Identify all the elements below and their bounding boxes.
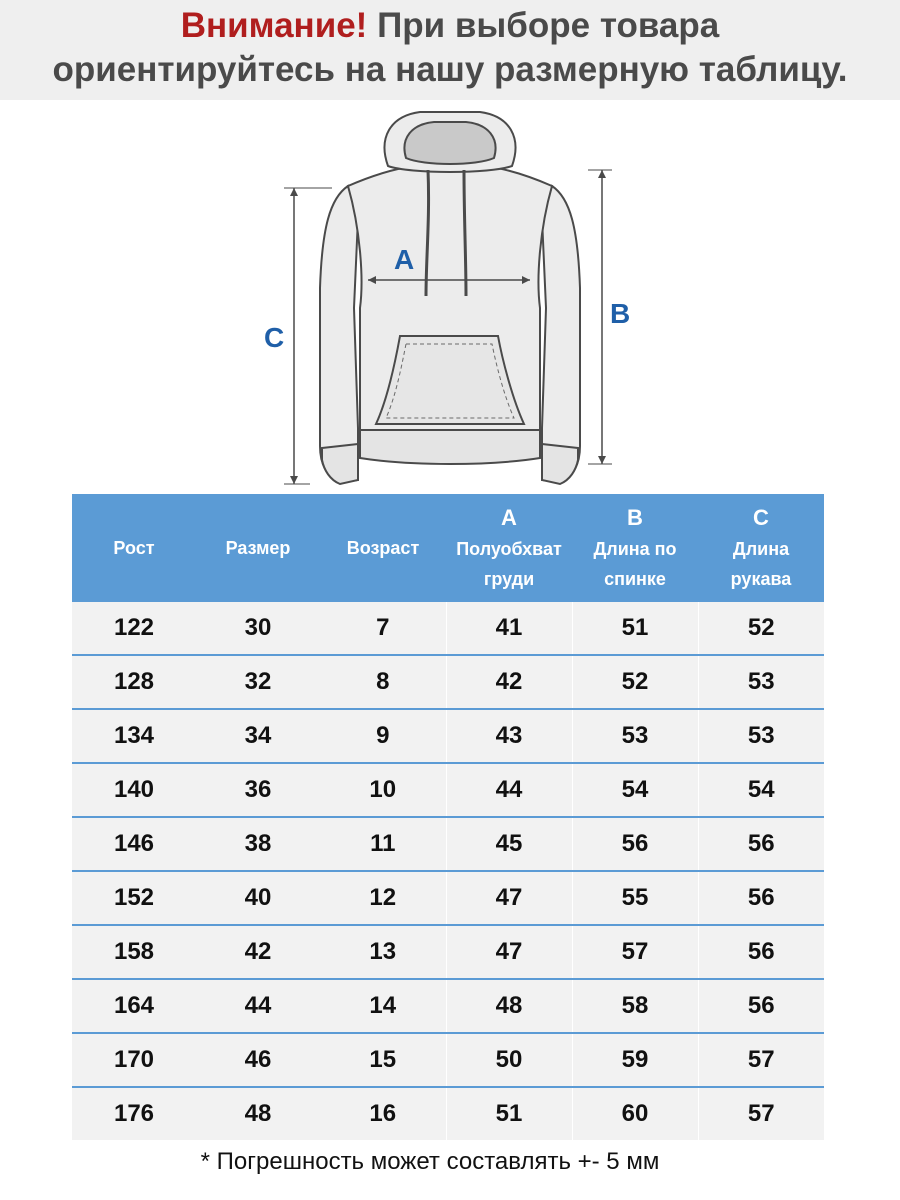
table-cell: 57 [698, 1087, 824, 1140]
table-row [72, 763, 824, 817]
table-cell: 56 [698, 925, 824, 979]
table-cell: 134 [72, 709, 196, 763]
table-cell: 52 [572, 655, 698, 709]
table-cell: 56 [572, 817, 698, 871]
hoodie-diagram [240, 108, 660, 492]
table-cell: 46 [196, 1033, 320, 1087]
table-cell: 58 [572, 979, 698, 1033]
table-row [72, 1087, 824, 1140]
column-header-label: Длина [732, 539, 790, 559]
column-header [572, 494, 698, 602]
column-header [72, 494, 196, 602]
table-cell: 53 [698, 655, 824, 709]
table-cell: 36 [196, 763, 320, 817]
table-header-row [72, 494, 824, 602]
table-cell: 53 [572, 709, 698, 763]
table-cell: 50 [446, 1033, 572, 1087]
table-cell: 47 [446, 871, 572, 925]
table-cell: 158 [72, 925, 196, 979]
warning-word: Внимание! [180, 6, 368, 45]
table-cell: 52 [698, 602, 824, 655]
size-table [72, 494, 824, 1140]
banner-line-2: ориентируйтесь на нашу размерную таблицу. [52, 50, 848, 89]
table-cell: 152 [72, 871, 196, 925]
table-cell: 41 [446, 602, 572, 655]
table-cell: 176 [72, 1087, 196, 1140]
table-cell: 9 [320, 709, 446, 763]
table-cell: 11 [320, 817, 446, 871]
column-header [320, 494, 446, 602]
table-cell: 59 [572, 1033, 698, 1087]
warning-banner [0, 0, 900, 100]
table-body [72, 602, 824, 1140]
column-header-label: рукава [730, 569, 792, 589]
table-row [72, 979, 824, 1033]
table-cell: 56 [698, 817, 824, 871]
table-cell: 8 [320, 655, 446, 709]
table-cell: 14 [320, 979, 446, 1033]
table-cell: 47 [446, 925, 572, 979]
table-row [72, 709, 824, 763]
table-cell: 12 [320, 871, 446, 925]
table-row [72, 655, 824, 709]
table-cell: 54 [572, 763, 698, 817]
table-cell: 32 [196, 655, 320, 709]
column-header-label: спинке [604, 569, 666, 589]
column-header-label: Длина по [593, 539, 677, 559]
banner-line-1 [0, 4, 900, 48]
table-cell: 146 [72, 817, 196, 871]
label-b: B [610, 298, 631, 329]
table-cell: 54 [698, 763, 824, 817]
banner-line-1-text: При выборе товара [367, 6, 720, 45]
left-cuff [322, 444, 358, 484]
table-cell: 122 [72, 602, 196, 655]
table-cell: 30 [196, 602, 320, 655]
hoodie-illustration [240, 108, 660, 492]
column-header [446, 494, 572, 602]
column-header-label: Рост [113, 538, 155, 558]
table-cell: 38 [196, 817, 320, 871]
table-cell: 56 [698, 871, 824, 925]
table-cell: 10 [320, 763, 446, 817]
table-row [72, 602, 824, 655]
table-cell: 44 [196, 979, 320, 1033]
table-cell: 55 [572, 871, 698, 925]
table-cell: 48 [196, 1087, 320, 1140]
table-cell: 44 [446, 763, 572, 817]
right-sleeve [542, 186, 580, 482]
table-cell: 42 [196, 925, 320, 979]
waistband [360, 430, 540, 464]
hood-inner [404, 122, 495, 164]
table-cell: 57 [698, 1033, 824, 1087]
table-cell: 45 [446, 817, 572, 871]
table-cell: 128 [72, 655, 196, 709]
left-sleeve [320, 186, 358, 482]
table-cell: 48 [446, 979, 572, 1033]
table-row [72, 871, 824, 925]
table-cell: 7 [320, 602, 446, 655]
table-cell: 13 [320, 925, 446, 979]
table-cell: 51 [572, 602, 698, 655]
table-cell: 15 [320, 1033, 446, 1087]
column-header [196, 494, 320, 602]
table-cell: 56 [698, 979, 824, 1033]
label-a: A [394, 244, 415, 275]
table-cell: 34 [196, 709, 320, 763]
table-row [72, 925, 824, 979]
table-row [72, 817, 824, 871]
column-header-label: Размер [225, 538, 291, 558]
column-header-label: Возраст [346, 538, 420, 558]
column-header-letter: C [753, 505, 769, 530]
table-cell: 16 [320, 1087, 446, 1140]
column-header-label: груди [483, 569, 535, 589]
table-cell: 53 [698, 709, 824, 763]
column-header-letter: A [501, 505, 517, 530]
right-cuff [542, 444, 578, 484]
table-cell: 164 [72, 979, 196, 1033]
table-cell: 51 [446, 1087, 572, 1140]
table-cell: 43 [446, 709, 572, 763]
column-header [698, 494, 824, 602]
table-cell: 57 [572, 925, 698, 979]
table-row [72, 1033, 824, 1087]
footnote: * Погрешность может составлять +- 5 мм [200, 1148, 660, 1175]
table-cell: 40 [196, 871, 320, 925]
table-cell: 170 [72, 1033, 196, 1087]
table-cell: 140 [72, 763, 196, 817]
column-header-letter: B [627, 505, 643, 530]
label-c: C [264, 322, 285, 353]
table-cell: 42 [446, 655, 572, 709]
column-header-label: Полуобхват [456, 539, 562, 559]
table-cell: 60 [572, 1087, 698, 1140]
